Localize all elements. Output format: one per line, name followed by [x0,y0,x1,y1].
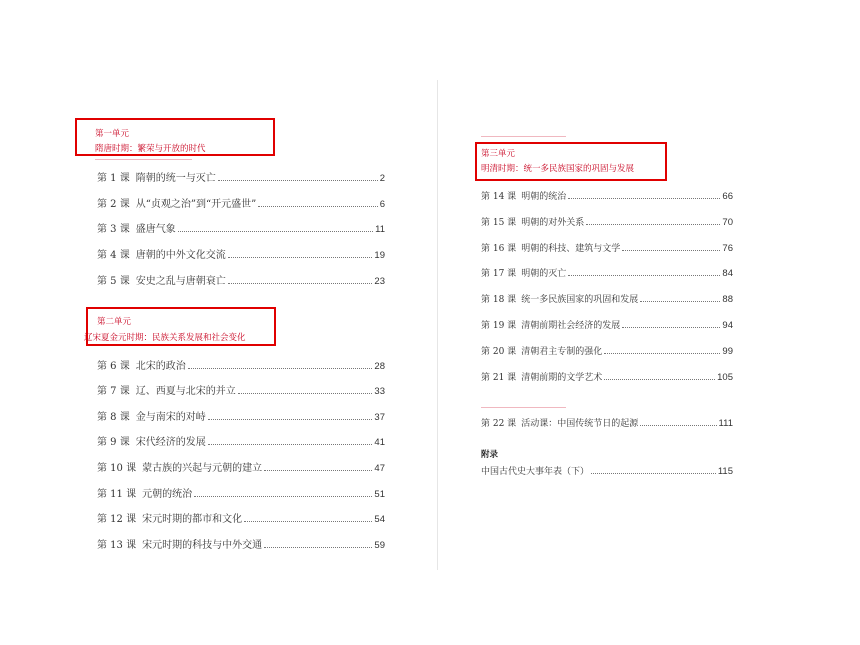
page-number: 51 [374,489,385,500]
page-divider [437,80,438,570]
dot-leader [188,367,373,369]
page-number: 88 [722,294,733,305]
dot-leader [264,546,372,548]
lesson-number: 第 13 课 [97,540,137,551]
toc-row[interactable] [97,357,385,372]
page-number: 59 [374,540,385,551]
dot-leader [258,205,378,207]
unit1-rule [95,159,192,160]
toc-row[interactable] [481,416,733,429]
page-number: 66 [722,191,733,202]
page-number: 47 [374,463,385,474]
lesson-title: 宋代经济的发展 [135,437,206,448]
lesson-number: 第 8 课 [97,412,130,423]
toc-row[interactable] [481,344,733,357]
dot-leader [244,520,372,522]
lesson-number: 第 3 课 [97,224,130,235]
lesson-title: 北宋的政治 [135,361,186,372]
unit1-label: 第一单元 [95,129,130,139]
lesson-title: 统一多民族国家的巩固和发展 [521,295,639,305]
unit3-top-rule [481,136,566,137]
unit3-title: 明清时期：统一多民族国家的巩固与发展 [481,164,635,174]
lesson-title: 从“贞观之治”到“开元盛世” [135,199,257,210]
dot-leader [622,326,720,328]
toc-row[interactable] [97,408,385,423]
page-number: 54 [374,514,385,525]
lesson-number: 第 21 课 [481,373,517,383]
lesson-title: 唐朝的中外文化交流 [135,250,226,261]
toc-row[interactable] [97,459,385,474]
lesson-title: 明朝的统治 [521,192,567,202]
dot-leader [568,197,720,199]
dot-leader [178,230,373,232]
toc-row[interactable] [481,292,733,305]
unit2-title: 辽宋夏金元时期：民族关系发展和社会变化 [84,333,246,343]
dot-leader [622,249,720,251]
dot-leader [640,300,720,302]
page-number: 94 [722,320,733,331]
lesson-title: 盛唐气象 [135,224,176,235]
dot-leader [208,443,373,445]
toc-row[interactable] [97,246,385,261]
toc-row[interactable] [481,215,733,228]
toc-row[interactable] [97,220,385,235]
lesson-title: 蒙古族的兴起与元朝的建立 [142,463,263,474]
unit1-title: 隋唐时期：繁荣与开放的时代 [95,144,206,154]
lesson-title: 金与南宋的对峙 [135,412,206,423]
toc-row[interactable] [481,370,733,383]
lesson-title: 清朝君主专制的强化 [521,347,603,357]
toc-row[interactable] [481,318,733,331]
page-number: 99 [722,346,733,357]
page-number: 37 [374,412,385,423]
dot-leader [604,352,720,354]
page-number: 23 [374,276,385,287]
lesson-title: 清朝前期的文学艺术 [521,373,603,383]
unit2-label: 第二单元 [97,317,132,327]
dot-leader [238,392,373,394]
page-number: 105 [717,372,733,383]
page-number: 111 [718,418,733,429]
dot-leader [208,418,373,420]
appendix-title: 中国古代史大事年表（下） [481,467,590,477]
dot-leader [568,274,720,276]
lesson-title: 明朝的科技、建筑与文学 [521,244,621,254]
lesson-number: 第 10 课 [97,463,137,474]
toc-row[interactable] [481,189,733,202]
page-number: 115 [717,466,733,477]
lesson-title: 辽、西夏与北宋的并立 [135,386,236,397]
toc-row[interactable] [97,510,385,525]
lesson-number: 第 17 课 [481,269,517,279]
page-number: 28 [374,361,385,372]
toc-row[interactable] [481,464,733,477]
page-number: 84 [722,268,733,279]
lesson-title: 明朝的灭亡 [521,269,567,279]
lesson-number: 第 6 课 [97,361,130,372]
toc-row[interactable] [481,266,733,279]
dot-leader [228,256,373,258]
lesson-number: 第 7 课 [97,386,130,397]
toc-row[interactable] [97,195,385,210]
page-number: 11 [375,224,385,235]
lesson-title: 清朝前期社会经济的发展 [521,321,621,331]
page-number: 6 [379,199,385,210]
page-number: 76 [722,243,733,254]
toc-row[interactable] [97,382,385,397]
dot-leader [591,472,716,474]
page-number: 19 [374,250,385,261]
lesson-number: 第 11 课 [97,489,137,500]
lesson-title: 宋元时期的都市和文化 [142,514,243,525]
lesson-title: 宋元时期的科技与中外交通 [142,540,263,551]
toc-row[interactable] [97,433,385,448]
lesson-number: 第 22 课 [481,419,517,429]
lesson-number: 第 16 课 [481,244,517,254]
lesson-number: 第 19 课 [481,321,517,331]
lesson-title: 明朝的对外关系 [521,218,585,228]
activity-rule [481,407,566,408]
lesson-title: 安史之乱与唐朝衰亡 [135,276,226,287]
lesson-number: 第 5 课 [97,276,130,287]
lesson-number: 第 12 课 [97,514,137,525]
page-number: 70 [722,217,733,228]
lesson-number: 第 18 课 [481,295,517,305]
toc-row[interactable] [97,169,385,184]
dot-leader [194,495,372,497]
toc-row[interactable] [97,272,385,287]
dot-leader [264,469,372,471]
lesson-number: 第 14 课 [481,192,517,202]
dot-leader [586,223,720,225]
lesson-number: 第 15 课 [481,218,517,228]
dot-leader [604,378,715,380]
lesson-number: 第 4 课 [97,250,130,261]
lesson-title: 隋朝的统一与灭亡 [135,173,216,184]
toc-row[interactable] [97,536,385,551]
lesson-number: 第 2 课 [97,199,130,210]
page-number: 41 [374,437,385,448]
page-number: 2 [379,173,385,184]
lesson-number: 第 1 课 [97,173,130,184]
dot-leader [218,179,378,181]
dot-leader [228,282,373,284]
lesson-title: 元朝的统治 [142,489,193,500]
lesson-title: 活动课：中国传统节日的起源 [521,419,639,429]
dot-leader [640,424,716,426]
toc-row[interactable] [481,241,733,254]
toc-row[interactable] [97,485,385,500]
unit3-label: 第三单元 [481,149,516,159]
lesson-number: 第 20 课 [481,347,517,357]
page-number: 33 [374,386,385,397]
appendix-label: 附录 [481,450,499,460]
lesson-number: 第 9 课 [97,437,130,448]
